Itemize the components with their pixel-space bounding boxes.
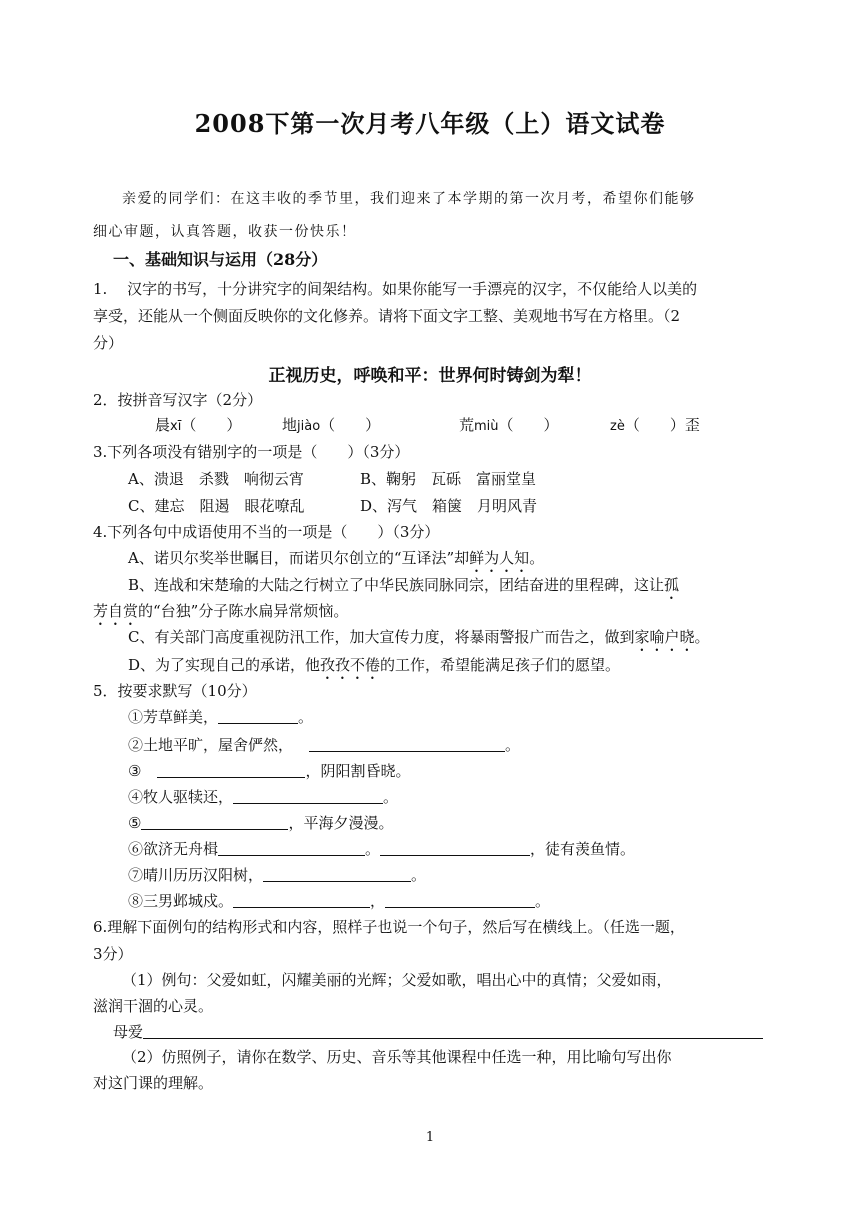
q6-line-2: 3分） (93, 945, 133, 963)
answer-blank[interactable] (218, 708, 298, 724)
q2-item-4: zè（ ）歪 (610, 416, 700, 434)
q4-option-c: C、有关部门高度重视防汛工作，加大宣传力度，将暴雨警报广而告之，做到家喻户晓。 (128, 628, 710, 646)
answer-blank[interactable] (218, 840, 365, 856)
q5-line-2: ②土地平旷，屋舍俨然， 。 (128, 736, 521, 754)
q1-line-2: 享受，还能从一个侧面反映你的文化修养。请将下面文字工整、美观地书写在方格里。（2 (93, 307, 681, 325)
q1-line-3: 分） (93, 334, 124, 352)
q3-option-d: D、泻气 箱箧 月明风青 (360, 497, 538, 515)
answer-blank[interactable] (143, 1023, 763, 1039)
q5-line-7: ⑦晴川历历汉阳树， 。 (128, 866, 427, 884)
q3-option-a: A、溃退 杀戮 响彻云宵 (128, 470, 304, 488)
q2-item-1: 晨xī（ ） (155, 416, 242, 434)
q5-line-3: ③ ，阴阳割昏晓。 (128, 762, 411, 780)
answer-blank[interactable] (385, 892, 535, 908)
q5-line-6: ⑥欲济无舟楫 。 ，徒有羡鱼情。 (128, 840, 636, 858)
q5-line-1: ①芳草鲜美， 。 (128, 708, 314, 726)
q4-option-a: A、诺贝尔奖举世瞩目，而诺贝尔创立的“互译法”却鲜为人知。 (128, 549, 545, 567)
section-1-heading: 一、基础知识与运用（28分） (113, 250, 328, 269)
q6-example-1-cont: 滋润干涸的心灵。 (93, 997, 214, 1015)
answer-blank[interactable] (233, 892, 370, 908)
q4-option-d: D、为了实现自己的承诺，他孜孜不倦的工作，希望能满足孩子们的愿望。 (128, 656, 621, 674)
q3-option-c: C、建忘 阻遏 眼花嘹乱 (128, 497, 305, 515)
q2-item-2: 地jiào（ ） (282, 416, 381, 434)
answer-blank[interactable] (157, 762, 305, 778)
q2-item-3: 荒miù（ ） (459, 416, 559, 434)
answer-blank[interactable] (141, 814, 288, 830)
q6-line-1: 6.理解下面例句的结构形式和内容，照样子也说一个句子，然后写在横线上。（任选一题， (93, 918, 685, 936)
q4-option-b-line-2: 芳自赏的“台独”分子陈水扁异常烦恼。 (93, 602, 349, 620)
q6-example-1: （1）例句：父爱如虹，闪耀美丽的光辉；父爱如歌，唱出心中的真情；父爱如雨， (122, 971, 672, 989)
q6-example-2-cont: 对这门课的理解。 (93, 1074, 214, 1092)
q5-line-5: ⑤ ，平海夕漫漫。 (128, 814, 394, 832)
q6-mother-line: 母爱 (113, 1022, 763, 1042)
answer-blank[interactable] (380, 840, 530, 856)
q5-line-4: ④牧人驱犊还， 。 (128, 788, 399, 806)
q6-example-2: （2）仿照例子，请你在数学、历史、音乐等其他课程中任选一种，用比喻句写出你 (122, 1048, 672, 1066)
q5-stem: 5．按要求默写（10分） (93, 682, 257, 700)
page-number: 1 (425, 1130, 435, 1145)
q2-stem: 2．按拼音写汉字（2分） (93, 391, 263, 409)
q4-stem: 4.下列各句中成语使用不当的一项是（ ）（3分） (93, 523, 440, 541)
intro-line-2: 细心审题，认真答题，收获一份快乐！ (93, 224, 357, 240)
q3-stem: 3.下列各项没有错别字的一项是（ ）（3分） (93, 443, 410, 461)
answer-blank[interactable] (233, 788, 383, 804)
q4-option-b-line-1: B、连战和宋楚瑜的大陆之行树立了中华民族同脉同宗，团结奋进的里程碑，这让孤 (128, 576, 680, 594)
answer-blank[interactable] (309, 736, 505, 752)
exam-title: 2008下第一次月考八年级（上）语文试卷 (194, 109, 666, 138)
q3-option-b: B、鞠躬 瓦砾 富丽堂皇 (360, 470, 537, 488)
q5-line-8: ⑧三男邺城戍。 ， 。 (128, 892, 551, 910)
intro-line-1: 亲爱的同学们：在这丰收的季节里，我们迎来了本学期的第一次月考，希望你们能够 (122, 191, 696, 207)
answer-blank[interactable] (263, 866, 411, 882)
slogan: 正视历史，呼唤和平：世界何时铸剑为犁！ (268, 366, 592, 386)
q1-line-1: 1. 汉字的书写，十分讲究字的间架结构。如果你能写一手漂亮的汉字，不仅能给人以美的 (93, 280, 698, 298)
